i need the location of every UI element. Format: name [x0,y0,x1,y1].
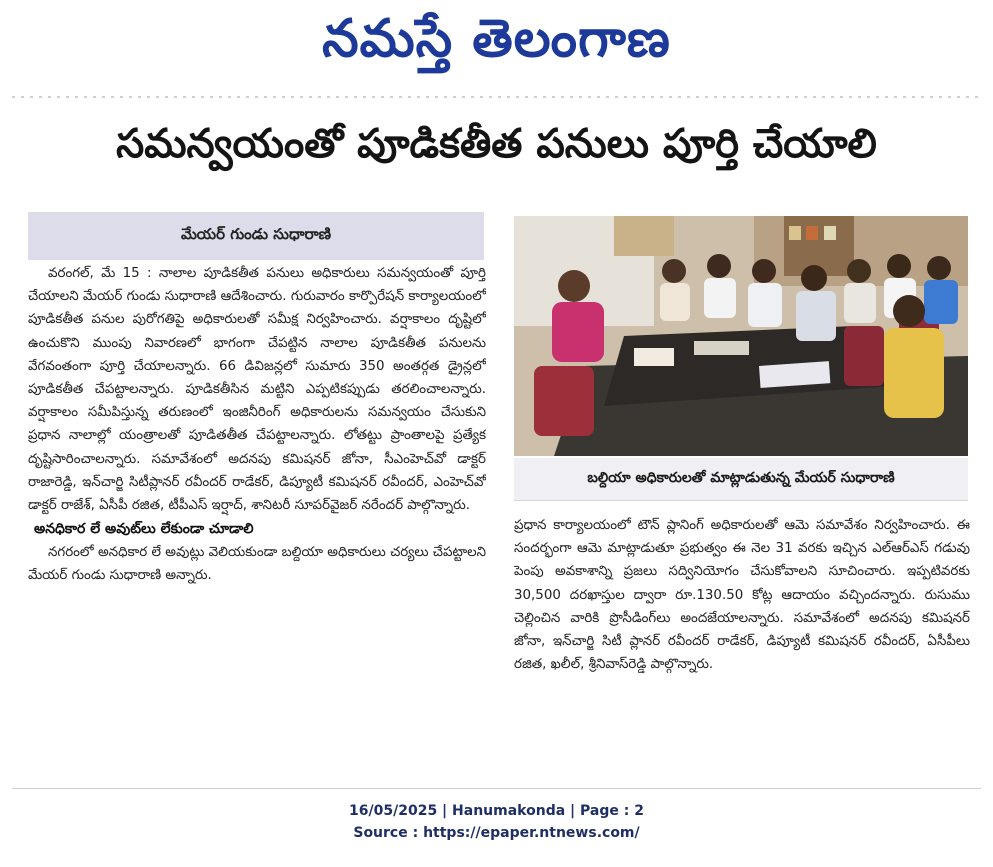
right-column [514,514,970,774]
article-paragraph: ప్రధాన కార్యాలయంలో టౌన్ ప్లానింగ్ అధికారులతో ఆమె సమావేశం నిర్వహించారు. ఈ సందర్భంగా ఆమె మాట్లాడుతూ ప్రభుత్వం ఈ నెల 31 వరకు ఇచ్చిన ఎల్‌ఆర్‌ఎస్ గడువు పెంపు అవకాశాన్ని ప్రజలు సద్వినియోగం చేసుకోవాలని సూచించారు. ఇప్పటివరకు 30,500 దరఖాస్తుల ద్వారా రూ.130.50 కోట్ల ఆదాయం వచ్చిందన్నారు. రుసుము చెల్లించిన వారికి ప్రొసీడింగ్‌లు అందజేయాలన్నారు. సమావేశంలో అదనపు కమిషనర్ జోనా, ఇన్‌చార్జి సిటీ ప్లానర్ రవీందర్ రాడేకర్, డిప్యూటీ కమిషనర్ రవీందర్, ఏసీపీలు రజిత, ఖలీల్, శ్రీనివాస్‌రెడ్డి పాల్గొన్నారు. [514,518,970,673]
article-paragraph: నగరంలో అనధికార లే అవుట్లు వెలియకుండా బల్దియా అధికారులు చర్యలు చేపట్టాలని మేయర్ గుండు సుధారాణి అన్నారు. [28,545,486,584]
newspaper-logo: నమస్తే తెలంగాణ [322,9,671,69]
footer-source-link[interactable]: Source : https://epaper.ntnews.com/ [353,825,640,841]
article-headline: సమన్వయంతో పూడికతీత పనులు పూర్తి చేయాలి [116,121,877,167]
article-paragraph: వరంగల్, మే 15 : నాలాల పూడికతీత పనులు అధికారులు సమన్వయంతో పూర్తి చేయాలని మేయర్ గుండు సుధారాణి ఆదేశించారు. గురువారం కార్పొరేషన్ కార్యాలయంలో పూడికతీత పనుల పురోగతిపై అధికారులతో సమీక్ష నిర్వహించారు. వర్షాకాలం దృష్టిలో ఉంచుకొని ముంపు నివారణలో భాగంగా చేపట్టిన నాలాల పూడికతీత పనులను వేగవంతంగా పూర్తి చేయాలన్నారు. 66 డివిజన్లలో సుమారు 350 అంతర్గత డ్రైన్లలో పూడికతీత చేపట్టాలన్నారు. పూడికతీసిన మట్టిని ఎప్పటికప్పుడు తరలించాలన్నారు. వర్షాకాలం సమీపిస్తున్న తరుణంలో ఇంజినీరింగ్ అధికారులను సమన్వయం చేసుకుని ప్రధాన నాలాల్లో యంత్రాలతో పూడితతీత చేపట్టాలన్నారు. లోతట్టు ప్రాంతాలపై ప్రత్యేక దృష్టిసారించాలన్నారు. సమావేశంలో అదనపు కమిషనర్ జోనా, సీఎంహెచ్‌వో డాక్టర్ రాజారెడ్డి, ఇన్‌చార్జి సిటీప్లానర్ రవీందర్ రాడేకర్, డిప్యూటీ కమిషనర్ రవీందర్, ఎంహెచ్‌వో డాక్టర్ రాజేశ్, ఏసీపీ రజిత, టీపీఎస్ ఇర్షాద్, శానిటరీ సూపర్‌వైజర్ నరేందర్ పాల్గొన్నారు. [28,266,486,514]
masthead [0,0,993,78]
left-column [28,262,486,774]
footer-edition-info: 16/05/2025 | Hanumakonda | Page : 2 [349,803,644,819]
meeting-photo [514,216,968,456]
meeting-photo-illustration [514,216,968,456]
byline: మేయర్ గుండు సుధారాణి [180,225,332,243]
footer-divider [12,788,981,789]
byline-box [28,212,484,260]
headline-block [10,104,983,194]
photo-caption-box [514,458,968,501]
article-subheading: అనధికార లే అవుట్‌లు లేకుండా చూడాలి [34,521,254,538]
footer [0,800,993,844]
photo-caption: బల్దియా అధికారులతో మాట్లాడుతున్న మేయర్ సుధారాణి [587,469,895,486]
dotted-separator [12,96,981,98]
